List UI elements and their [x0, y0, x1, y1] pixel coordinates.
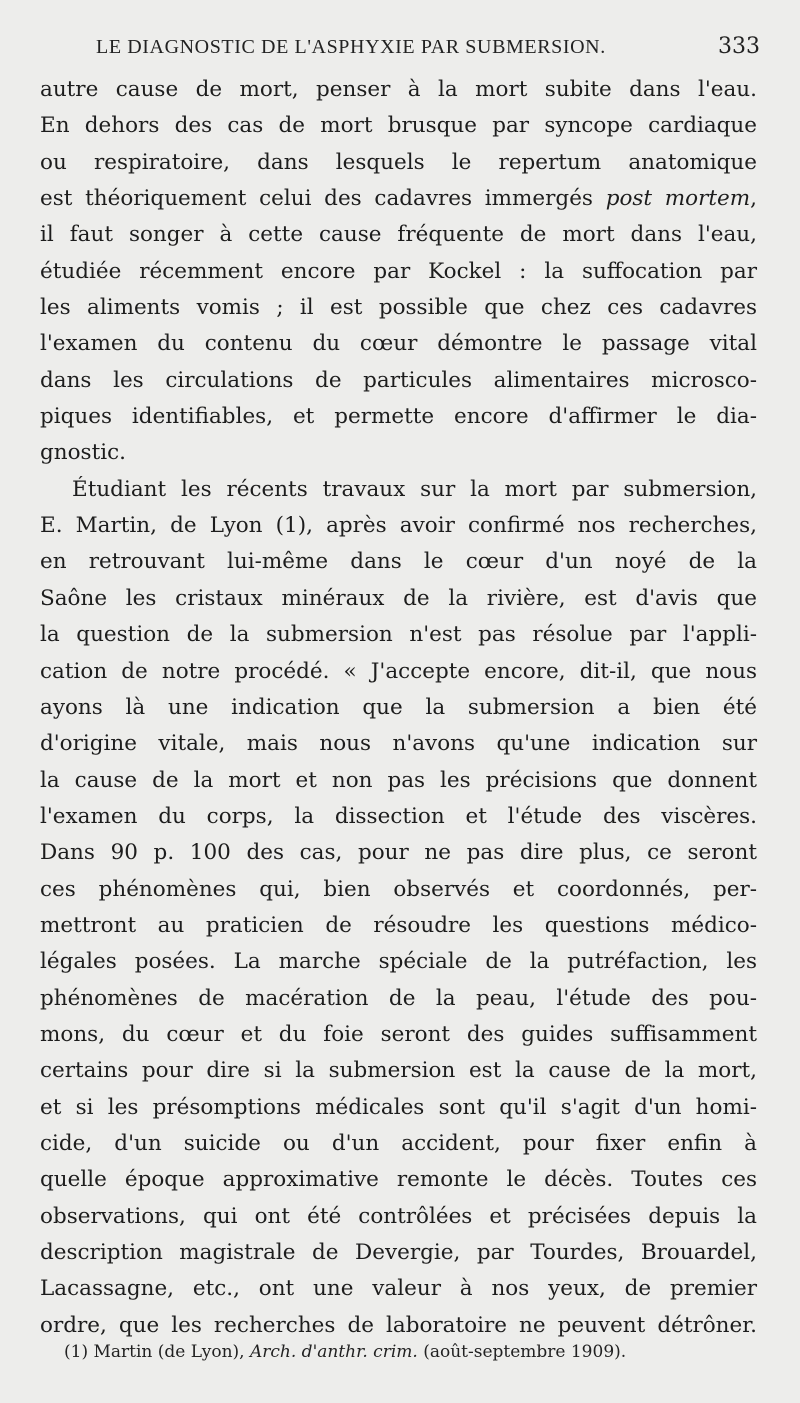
text-line: les aliments vomis ; il est possible que chez ces cadavres: [40, 295, 757, 321]
text-line: en retrouvant lui-même dans le cœur d'un noyé de la: [40, 549, 757, 575]
page-number: 333: [718, 34, 760, 59]
italic-term: post mortem: [605, 186, 751, 212]
text-line: cation de notre procédé. « J'accepte encore, dit-il, que nous: [40, 658, 757, 684]
text-line: ayons là une indication que la submersion a bien été: [40, 694, 757, 720]
text-line: ordre, que les recherches de laboratoire ne peuvent détrôner.: [40, 1312, 757, 1338]
text-line: gnostic.: [40, 440, 126, 466]
text-line: dans les circulations de particules alimentaires microsco-: [40, 367, 757, 393]
body-text: [40, 72, 757, 1344]
text-run: est théoriquement celui des cadavres immergés: [40, 186, 606, 212]
text-line: piques identifiables, et permette encore d'affirmer le dia-: [40, 404, 757, 430]
text-line: d'origine vitale, mais nous n'avons qu'une indication sur: [40, 731, 757, 757]
text-line: la cause de la mort et non pas les précisions que donnent: [40, 767, 757, 793]
text-line: mettront au praticien de résoudre les questions médico-: [40, 912, 757, 938]
footnote-author: Martin (de Lyon),: [93, 1342, 245, 1362]
footnote: [64, 1338, 744, 1366]
text-line: et si les présomptions médicales sont qu'il s'agit d'un homi-: [40, 1094, 757, 1120]
text-line: certains pour dire si la submersion est la cause de la mort,: [40, 1058, 757, 1084]
text-line: Lacassagne, etc., ont une valeur à nos yeux, de premier: [40, 1276, 757, 1302]
text-line: phénomènes de macération de la peau, l'étude des pou-: [40, 985, 757, 1011]
text-line: [40, 181, 757, 217]
text-line: cide, d'un suicide ou d'un accident, pour fixer enfin à: [40, 1130, 757, 1156]
text-line: En dehors des cas de mort brusque par syncope cardiaque: [40, 113, 757, 139]
text-line: Dans 90 p. 100 des cas, pour ne pas dire plus, ce seront: [40, 840, 757, 866]
running-head: [96, 34, 760, 62]
text-line: l'examen du corps, la dissection et l'étude des viscères.: [40, 803, 757, 829]
running-head-title: LE DIAGNOSTIC DE L'ASPHYXIE PAR SUBMERSION.: [96, 36, 606, 58]
text-line: observations, qui ont été contrôlées et précisées depuis la: [40, 1203, 757, 1229]
text-line: légales posées. La marche spéciale de la putréfaction, les: [40, 949, 757, 975]
text-line: il faut songer à cette cause fréquente de mort dans l'eau,: [40, 222, 757, 248]
text-line: Saône les cristaux minéraux de la rivière, est d'avis que: [40, 585, 757, 611]
text-line: quelle époque approximative remonte le décès. Toutes ces: [40, 1167, 757, 1193]
paragraph-first-line: Étudiant les récents travaux sur la mort par submersion,: [72, 476, 757, 502]
footnote-journal: Arch. d'anthr. crim.: [250, 1342, 418, 1362]
text-run: ,: [750, 186, 757, 212]
text-line: étudiée récemment encore par Kockel : la suffocation par: [40, 258, 757, 284]
text-line: l'examen du contenu du cœur démontre le passage vital: [40, 331, 757, 357]
text-line: mons, du cœur et du foie seront des guides suffisamment: [40, 1021, 757, 1047]
text-line: ces phénomènes qui, bien observés et coordonnés, per-: [40, 876, 757, 902]
footnote-marker: (1): [64, 1342, 89, 1362]
text-line: autre cause de mort, penser à la mort subite dans l'eau.: [40, 77, 757, 102]
text-line: la question de la submersion n'est pas résolue par l'appli-: [40, 622, 757, 648]
text-line: description magistrale de Devergie, par Tourdes, Brouardel,: [40, 1240, 757, 1265]
text-line: E. Martin, de Lyon (1), après avoir confirmé nos recherches,: [40, 513, 757, 539]
text-line: ou respiratoire, dans lesquels le repertum anatomique: [40, 149, 757, 175]
footnote-date: (août-septembre 1909).: [423, 1342, 627, 1362]
